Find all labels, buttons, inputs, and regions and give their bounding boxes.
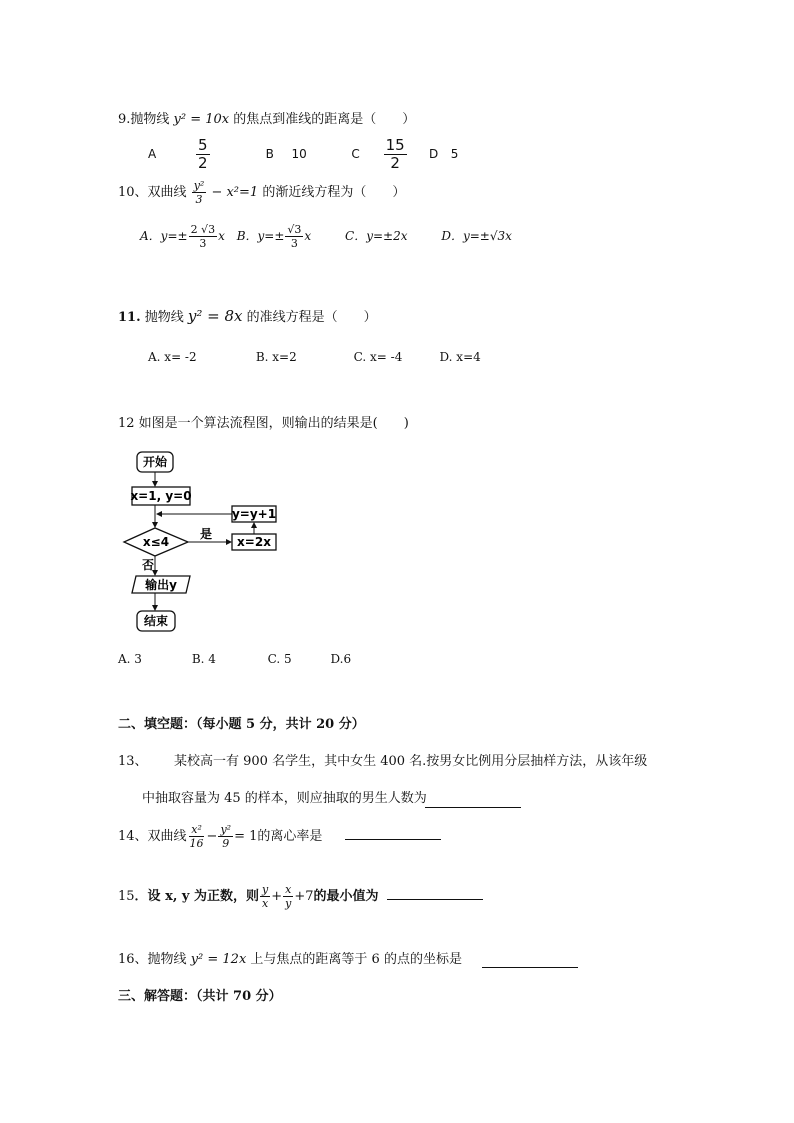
q15-answer-blank[interactable] bbox=[387, 899, 483, 900]
q14-minus: − bbox=[206, 829, 218, 844]
q9-equation: y² = 10x bbox=[173, 112, 230, 127]
q9-option-a-label: A bbox=[148, 147, 157, 161]
q10-option-a: A．y=± $\frac{2 √3}{3}$ x bbox=[140, 223, 225, 250]
question-15 bbox=[118, 884, 483, 909]
q14-equation: = 1 bbox=[234, 829, 258, 844]
question-13-line-2 bbox=[142, 787, 521, 806]
q10-option-d: D．y=±√3x bbox=[441, 229, 512, 243]
q13-answer-blank[interactable] bbox=[425, 807, 521, 808]
flow-no-text: 否 bbox=[141, 558, 155, 572]
flow-yes-text: 是 bbox=[199, 527, 213, 541]
q9-option-d-label: D bbox=[428, 147, 439, 161]
q11-stem-pre: 抛物线 bbox=[144, 310, 184, 325]
q9-option-b-label: B bbox=[265, 147, 274, 161]
question-11 bbox=[118, 306, 377, 325]
q10-stem-post: 的渐近线方程为（ ） bbox=[262, 185, 406, 200]
q15-stem-post: 的最小值为 bbox=[313, 889, 379, 904]
q14-fraction-1: $\frac{\text{x²}}{16}$ bbox=[189, 823, 204, 850]
flow-end-text: 结束 bbox=[143, 614, 169, 628]
q13-number: 13、 bbox=[118, 754, 148, 769]
question-13-line-1 bbox=[118, 750, 647, 769]
section-3-heading: 三、解答题：（共计 70 分） bbox=[118, 989, 282, 1004]
q11-option-a: A. x= -2 bbox=[148, 350, 197, 364]
question-12-stem: 12 如图是一个算法流程图，则输出的结果是( ) bbox=[118, 416, 409, 431]
flow-start-text: 开始 bbox=[142, 455, 168, 469]
q11-equation: y² = 8x bbox=[187, 307, 243, 325]
q16-answer-blank[interactable] bbox=[482, 967, 578, 968]
q15-fraction-2: $\frac{x}{y}$ bbox=[285, 883, 292, 910]
q10-equation: − x²=1 bbox=[211, 185, 259, 200]
q9-option-c-frac: $\frac{15}{2}$ bbox=[385, 136, 405, 172]
question-14 bbox=[118, 824, 441, 849]
q11-option-d: D. x=4 bbox=[439, 350, 481, 364]
flow-x-text: x=2x bbox=[237, 535, 271, 549]
q12-options bbox=[118, 652, 351, 666]
question-16 bbox=[118, 948, 578, 967]
question-10 bbox=[118, 180, 405, 205]
flow-init-text: x=1, y=0 bbox=[130, 489, 192, 503]
q12-option-d: D.6 bbox=[330, 652, 352, 666]
flow-cond-text: x≤4 bbox=[142, 535, 170, 549]
q11-option-c: C. x= -4 bbox=[353, 350, 403, 364]
q12-option-b: B. 4 bbox=[191, 652, 216, 666]
q9-option-c-label: C bbox=[351, 147, 360, 161]
q9-option-b-value: 10 bbox=[291, 147, 307, 161]
q16-stem-pre: 16、抛物线 bbox=[118, 952, 187, 967]
q15-fraction-1: $\frac{y}{x}$ bbox=[261, 883, 269, 910]
q10-stem-pre: 10、双曲线 bbox=[118, 185, 187, 200]
q13-line2-text: 中抽取容量为 45 的样本，则应抽取的男生人数为 bbox=[142, 791, 427, 806]
section-2-heading: 二、填空题：（每小题 5 分，共计 20 分） bbox=[118, 717, 365, 732]
q10-option-b: B．y=± $\frac{√3}{3}$ x bbox=[236, 223, 312, 250]
q14-fraction-2: $\frac{\text{y²}}{9}$ bbox=[220, 823, 232, 850]
q9-stem-pre: 9.抛物线 bbox=[118, 112, 170, 127]
q14-stem-pre: 14、双曲线 bbox=[118, 829, 187, 844]
q13-line1-text: 某校高一有 900 名学生，其中女生 400 名.按男女比例用分层抽样方法，从该年级 bbox=[174, 754, 648, 769]
q11-options bbox=[148, 350, 481, 364]
flow-output-text: 输出y bbox=[145, 578, 177, 592]
flowchart bbox=[118, 446, 288, 638]
q12-option-c: C. 5 bbox=[267, 652, 292, 666]
question-9 bbox=[118, 108, 415, 127]
q11-option-b: B. x=2 bbox=[255, 350, 297, 364]
q11-stem-post: 的准线方程是（ ） bbox=[246, 310, 377, 325]
q12-option-a: A. 3 bbox=[118, 652, 142, 666]
q11-number: 11. bbox=[118, 310, 141, 325]
q10-options bbox=[140, 224, 512, 249]
q10-fraction: $\frac{\text{y²}}{3}$ bbox=[193, 179, 205, 206]
q15-stem-pre: ．设 x, y 为正数，则 bbox=[134, 889, 259, 904]
q15-mid: +7 bbox=[294, 889, 314, 904]
q9-option-d-value: 5 bbox=[450, 147, 459, 161]
q16-stem-post: 上与焦点的距离等于 6 的点的坐标是 bbox=[250, 952, 462, 967]
q15-number: 15 bbox=[118, 889, 135, 904]
q10-option-c: C．y=±2x bbox=[345, 229, 408, 243]
q15-plus: + bbox=[271, 889, 283, 904]
q14-stem-post: 的离心率是 bbox=[257, 829, 323, 844]
flow-y-text: y=y+1 bbox=[231, 507, 277, 521]
q16-equation: y² = 12x bbox=[190, 952, 247, 967]
q9-options bbox=[148, 138, 458, 171]
q9-option-a-frac: $\frac{5}{2}$ bbox=[198, 136, 208, 172]
q14-answer-blank[interactable] bbox=[345, 839, 441, 840]
q9-stem-post: 的焦点到准线的距离是（ ） bbox=[233, 112, 416, 127]
